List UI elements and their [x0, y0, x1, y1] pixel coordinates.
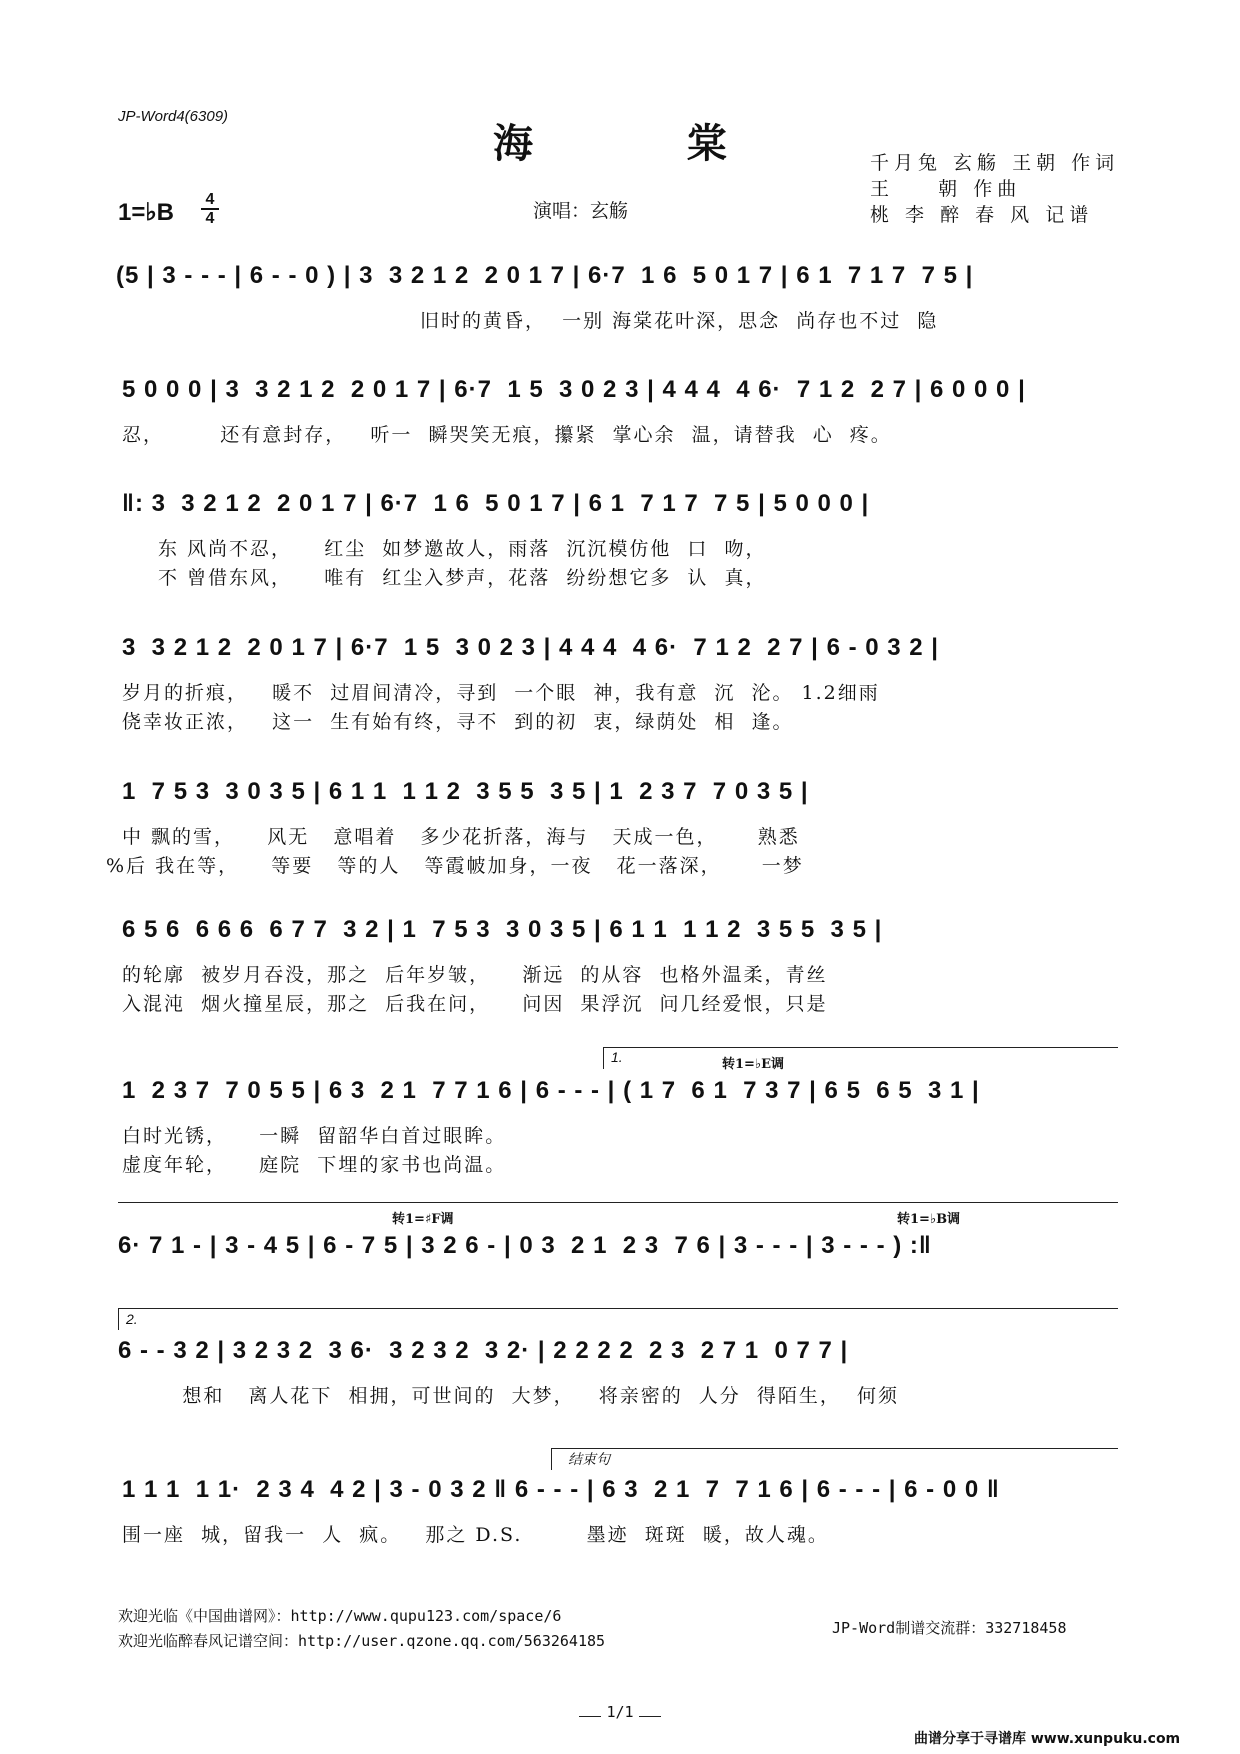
coda-label: 结束句 [568, 1451, 610, 1467]
lyrics-row-6-verse-1: 的轮廓 被岁月吞没，那之 后年岁皱， 渐远 的从容 也格外温柔，青丝 [122, 964, 828, 986]
lyrics-row-3-verse-2: 不 曾借东风， 唯有 红尘入梦声，花落 纷纷想它多 认 真， [158, 567, 767, 589]
lyrics-row-5-verse-2: %后 我在等， 等要 等的人 等霞帔加身，一夜 花一落深， 一梦 [106, 855, 804, 877]
key-change-label-2: 转1=♯F调 [392, 1212, 454, 1227]
page-title: 海 棠 [493, 120, 797, 167]
lyrics-row-2-verse-1: 忍， 还有意封存， 听一 瞬哭笑无痕，攥紧 掌心余 温，请替我 心 疼。 [122, 424, 892, 446]
notation-row-7: 1 2 3 7 7 0 5 5 | 6 3 2 1 7 7 1 6 | 6 - - - | ( 1 7 6 1 7 3 7 | 6 5 6 5 3 1 | [122, 1077, 980, 1104]
time-signature-bottom: 4 [205, 210, 215, 227]
second-ending-label: 2. [126, 1311, 138, 1327]
page-number-text: 1/1 [606, 1703, 634, 1721]
credits-block [870, 150, 1119, 228]
transcriber-credit: 桃 李 醉 春 风 记谱 [870, 204, 1094, 226]
watermark: 曲谱分享于寻谱库 www.xunpuku.com [914, 1731, 1181, 1747]
software-label: JP-Word4(6309) [118, 108, 229, 125]
time-signature-top: 4 [205, 191, 215, 208]
notation-row-3: ‖: 3 3 2 1 2 2 0 1 7 | 6·7 1 6 5 0 1 7 | 6 1 7 1 7 7 5 | 5 0 0 0 | [122, 490, 870, 517]
lyrics-row-5-verse-1: 中 飘的雪， 风无 意唱着 多少花折落，海与 天成一色， 熟悉 [122, 826, 800, 848]
lyrics-row-7-verse-1: 白时光锈， 一瞬 留韶华白首过眼眸。 [122, 1125, 507, 1147]
notation-row-2: 5 0 0 0 | 3 3 2 1 2 2 0 1 7 | 6·7 1 5 3 0 2 3 | 4 4 4 4 6· 7 1 2 2 7 | 6 0 0 0 | [122, 376, 1026, 403]
lyrics-row-7-verse-2: 虚度年轮， 庭院 下埋的家书也尚温。 [122, 1154, 507, 1176]
ending-bracket-continuation [118, 1202, 1118, 1203]
key-change-label-1: 转1=♭E调 [722, 1057, 784, 1072]
coda-bracket-tick [551, 1448, 552, 1470]
lyrics-row-3-verse-1: 东 风尚不忍， 红尘 如梦邀故人，雨落 沉沉模仿他 口 吻， [158, 538, 767, 560]
second-ending-bracket [118, 1308, 1118, 1309]
key-change-label-3: 转1=♭B调 [897, 1212, 961, 1227]
notation-row-10: 1 1 1 1 1· 2 3 4 4 2 | 3 - 0 3 2 ‖ 6 - - - | 6 3 2 1 7 7 1 6 | 6 - - - | 6 - 0 0 ‖ [122, 1476, 1000, 1503]
notation-row-9: 6 - - 3 2 | 3 2 3 2 3 6· 3 2 3 2 3 2· | 2 2 2 2 2 3 2 7 1 0 7 7 | [118, 1337, 849, 1364]
time-signature [201, 191, 219, 227]
coda-bracket [551, 1448, 1118, 1449]
notation-row-4: 3 3 2 1 2 2 0 1 7 | 6·7 1 5 3 0 2 3 | 4 4 4 4 6· 7 1 2 2 7 | 6 - 0 3 2 | [122, 634, 939, 661]
lyricist-credit: 千月兔 玄觞 王朝 作词 [870, 152, 1120, 174]
composer-credit: 王 朝 作曲 [870, 178, 1022, 200]
notation-row-6: 6 5 6 6 6 6 6 7 7 3 2 | 1 7 5 3 3 0 3 5 | 6 1 1 1 1 2 3 5 5 3 5 | [122, 916, 883, 943]
notation-row-1: (5 | 3 - - - | 6 - - 0 ) | 3 3 2 1 2 2 0 1 7 | 6·7 1 6 5 0 1 7 | 6 1 7 1 7 7 5 | [116, 262, 974, 289]
first-ending-label: 1. [611, 1049, 623, 1065]
key-signature: 1=♭B [118, 199, 175, 226]
first-ending-bracket [603, 1047, 1118, 1048]
notation-row-5: 1 7 5 3 3 0 3 5 | 6 1 1 1 1 2 3 5 5 3 5 | 1 2 3 7 7 0 3 5 | [122, 778, 809, 805]
lyrics-row-10-verse-1: 围一座 城，留我一 人 疯。 那之 D.S. 墨迹 斑斑 暖，故人魂。 [122, 1524, 829, 1546]
lyrics-row-4-verse-1: 岁月的折痕， 暖不 过眉间清冷，寻到 一个眼 神，我有意 沉 沦。 1.2细雨 [122, 682, 880, 704]
footer-site-link-2: 欢迎光临醉春风记谱空间：http://user.qzone.qq.com/563264185 [118, 1632, 606, 1650]
page-number [570, 1702, 670, 1721]
first-ending-bracket-tick [603, 1047, 604, 1069]
lyrics-row-6-verse-2: 入混沌 烟火撞星辰，那之 后我在问， 问因 果浮沉 问几经爱恨，只是 [122, 993, 828, 1015]
footer-site-link-1: 欢迎光临《中国曲谱网》：http://www.qupu123.com/space/6 [118, 1607, 562, 1625]
lyrics-row-1-verse-1: 旧时的黄昏， 一别 海棠花叶深，思念 尚存也不过 隐 [420, 310, 939, 332]
notation-row-8: 6· 7 1 - | 3 - 4 5 | 6 - 7 5 | 3 2 6 - | 0 3 2 1 2 3 7 6 | 3 - - - | 3 - - - ) :‖ [118, 1232, 932, 1259]
lyrics-row-4-verse-2: 侥幸妆正浓， 这一 生有始有终，寻不 到的初 衷，绿荫处 相 逢。 [122, 711, 794, 733]
second-ending-bracket-tick [118, 1308, 119, 1330]
lyrics-row-9-verse-1: 想和 离人花下 相拥，可世间的 大梦， 将亲密的 人分 得陌生， 何须 [118, 1385, 899, 1407]
singer-credit: 演唱：玄觞 [533, 200, 629, 222]
footer-group-number: JP-Word制谱交流群：332718458 [832, 1619, 1067, 1637]
